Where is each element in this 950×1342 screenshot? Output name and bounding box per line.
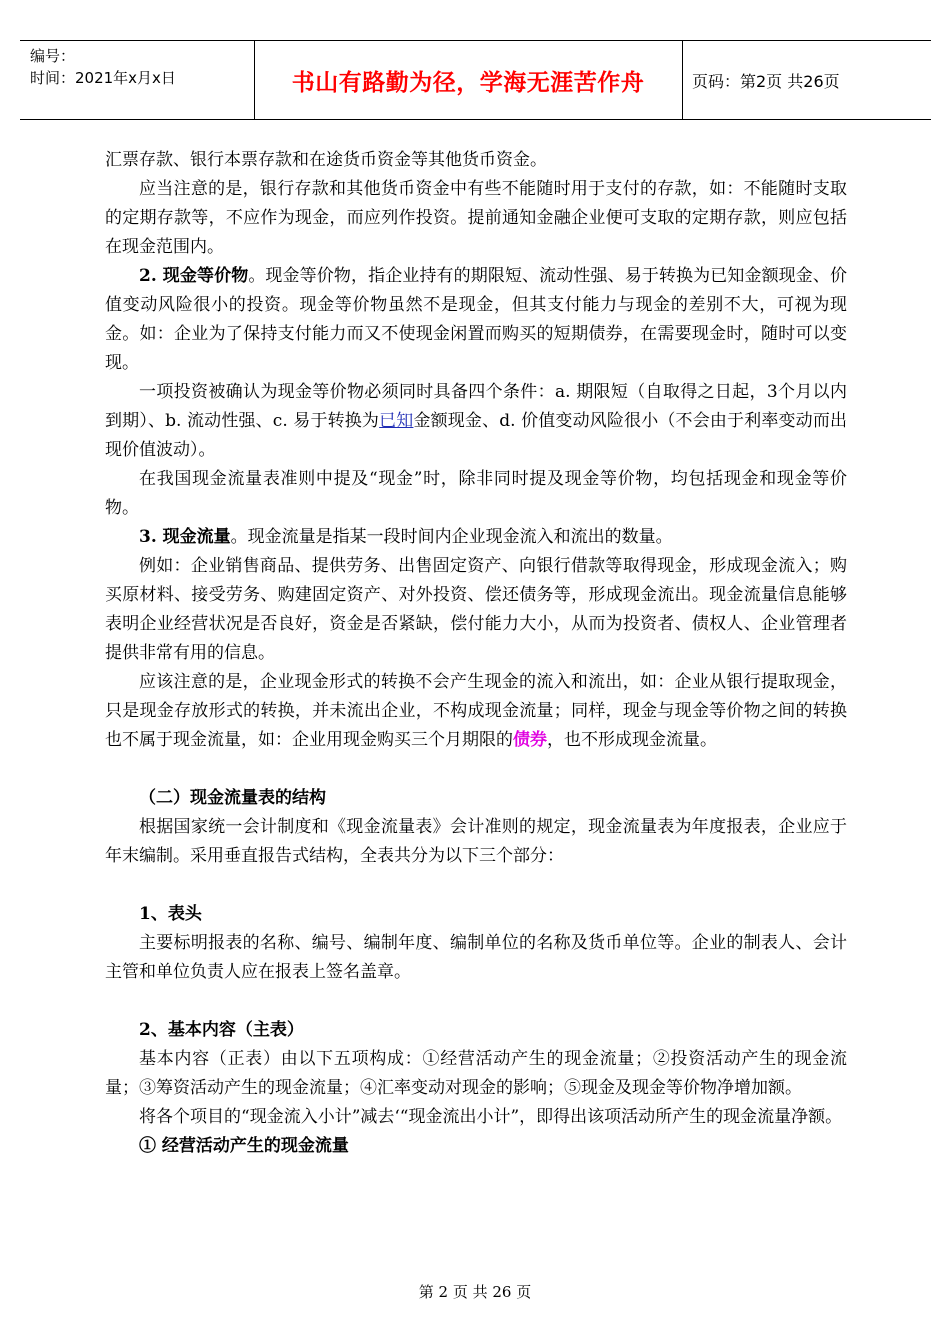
section-heading-structure: （二）现金流量表的结构 (139, 788, 326, 808)
paragraph: 基本内容（正表）由以下五项构成：①经营活动产生的现金流量；②投资活动产生的现金流量；③筹资活动产生的现金流量；④汇率变动对现金的影响；⑤现金及现金等价物净增加额。 (105, 1049, 847, 1098)
paragraph: 在我国现金流量表准则中提及“现金”时，除非同时提及现金等价物，均包括现金和现金等价物。 (105, 469, 847, 518)
known-link[interactable]: 已知 (379, 411, 414, 431)
section-heading-basic-content: 2、基本内容（主表） (139, 1020, 304, 1040)
paragraph: 根据国家统一会计制度和《现金流量表》会计准则的规定，现金流量表为年度报表，企业应于年末编制。采用垂直报告式结构，全表共分为以下三个部分： (105, 817, 847, 866)
paragraph-four-conditions (105, 378, 847, 465)
term-cash-flow: 3. 现金流量 (139, 527, 231, 547)
section-heading-header: 1、表头 (139, 904, 202, 924)
term-cash-equivalents: 2. 现金等价物 (139, 266, 249, 286)
paragraph-text: ，也不形成现金流量。 (547, 730, 717, 750)
spacer (105, 755, 847, 784)
paragraph: 主要标明报表的名称、编号、编制年度、编制单位的名称及货币单位等。企业的制表人、会计主管和单位负责人应在报表上签名盖章。 (105, 933, 847, 982)
document-number-label: 编号： (30, 47, 76, 65)
header-meta-cell (20, 41, 255, 119)
paragraph: 应当注意的是，银行存款和其他货币资金中有些不能随时用于支付的存款，如：不能随时支取的定期存款等，不应作为现金，而应列作投资。提前通知金融企业便可支取的定期存款，则应包括在现金范围内。 (105, 179, 847, 257)
paragraph-cash-flow (105, 523, 847, 552)
paragraph-text: 一项投资被确认为现金等价物必须同时具备四个条件：a. 期限短（自取得之日起，3个月以内到期）、b. 流动性强、c. 易于转换为 (105, 382, 847, 431)
document-time-label: 时间：2021年x月x日 (30, 69, 176, 87)
paragraph: 例如：企业销售商品、提供劳务、出售固定资产、向银行借款等取得现金，形成现金流入；购买原材料、接受劳务、购建固定资产、对外投资、偿还债务等，形成现金流出。现金流量信息能够表明企业经营状况是否良好，资金是否紧缺，偿付能力大小，从而为投资者、债权人、企业管理者提供非常有用的信息。 (105, 556, 847, 663)
paragraph-cash-equivalents (105, 262, 847, 378)
paragraph-conversion-note (105, 668, 847, 755)
spacer (105, 987, 847, 1016)
page-footer: 第 2 页 共 26 页 (418, 1283, 532, 1301)
header-page-info: 页码：第2页 共26页 (692, 71, 840, 91)
paragraph: 将各个项目的“现金流入小计”减去‘“现金流出小计”，即得出该项活动所产生的现金流量净额。 (139, 1107, 843, 1127)
paragraph-text: 。现金流量是指某一段时间内企业现金流入和流出的数量。 (230, 527, 673, 547)
spacer (105, 871, 847, 900)
paragraph-text: 。现金等价物，指企业持有的期限短、流动性强、易于转换为已知金额现金、价值变动风险很小的投资。现金等价物虽然不是现金，但其支付能力与现金的差别不大，可视为现金。如：企业为了保持支付能力而又不使现金闲置而购买的短期债券，在需要现金时，随时可以变现。 (105, 266, 848, 373)
paragraph-text: 金额现金、d. 价值变动风险很小（不会由于利率变动而出现价值波动）。 (105, 411, 847, 460)
page-header (20, 40, 931, 120)
paragraph: 汇票存款、银行本票存款和在途货币资金等其他货币资金。 (105, 150, 547, 170)
document-body (105, 146, 847, 1161)
header-motto: 书山有路勤为径，学海无涯苦作舟 (254, 41, 683, 119)
paragraph-text: 应该注意的是，企业现金形式的转换不会产生现金的流入和流出，如：企业从银行提取现金，只是现金存放形式的转换，并未流出企业，不构成现金流量；同样，现金与现金等价物之间的转换也不属于现金流量，如：企业用现金购买三个月期限的 (105, 672, 847, 750)
bond-link[interactable]: 债券 (513, 730, 547, 750)
section-heading-operating: ① 经营活动产生的现金流量 (139, 1136, 349, 1156)
